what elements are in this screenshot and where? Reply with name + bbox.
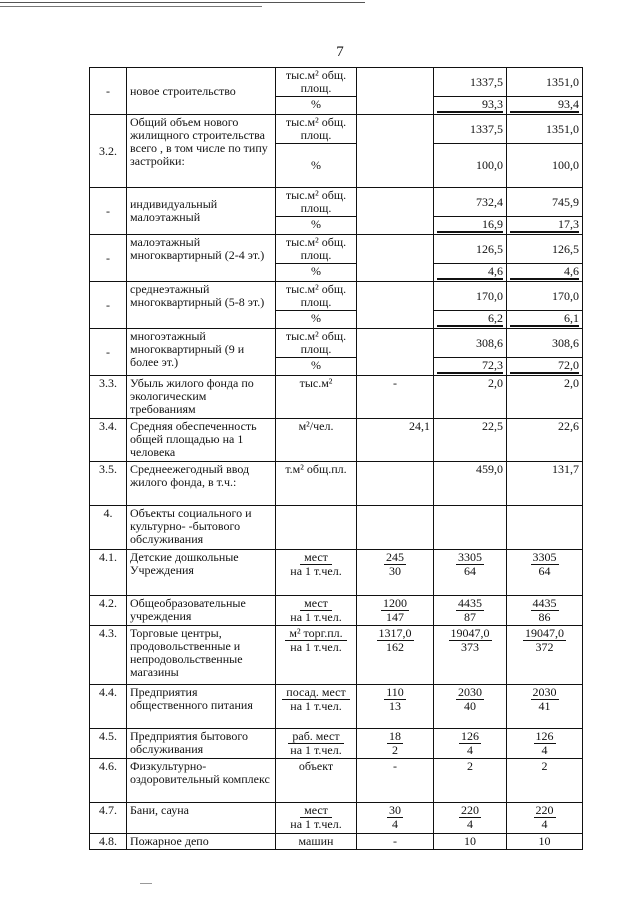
row-unit: % bbox=[276, 358, 357, 376]
row-number: 4. bbox=[90, 506, 127, 550]
table-row bbox=[90, 596, 583, 626]
table-row bbox=[90, 685, 583, 729]
row-value-stage2: 6,1 bbox=[507, 311, 583, 329]
row-indicator: Бани, сауна bbox=[127, 803, 276, 834]
table-row bbox=[90, 68, 583, 97]
table-row bbox=[90, 376, 583, 419]
row-value-stage1: 4435 87 bbox=[434, 596, 507, 626]
table-row bbox=[90, 626, 583, 685]
row-value-base: 18 2 bbox=[357, 729, 434, 759]
row-unit: мест на 1 т.чел. bbox=[276, 596, 357, 626]
row-value-stage1: 2,0 bbox=[434, 376, 507, 419]
row-value-stage1: 93,3 bbox=[434, 97, 507, 115]
row-indicator: Среднеежегодный ввод жилого фонда, в т.ч.: bbox=[127, 462, 276, 506]
row-value-base bbox=[357, 329, 434, 376]
row-value-base: - bbox=[357, 834, 434, 850]
header-rule bbox=[0, 2, 365, 3]
row-indicator: Общеобразовательные учреждения bbox=[127, 596, 276, 626]
row-value-stage1: 732,4 bbox=[434, 188, 507, 217]
table-row bbox=[90, 115, 583, 144]
row-value-base: 110 13 bbox=[357, 685, 434, 729]
row-value-stage2: 220 4 bbox=[507, 803, 583, 834]
row-indicator: Детские дошкольные Учреждения bbox=[127, 550, 276, 596]
row-value-stage2: 2,0 bbox=[507, 376, 583, 419]
row-value-stage2: 93,4 bbox=[507, 97, 583, 115]
row-unit: % bbox=[276, 97, 357, 115]
row-value-base bbox=[357, 462, 434, 506]
row-unit: раб. мест на 1 т.чел. bbox=[276, 729, 357, 759]
row-value-stage2: 1351,0 bbox=[507, 68, 583, 97]
row-value-stage1: 2 bbox=[434, 759, 507, 803]
row-number: 4.4. bbox=[90, 685, 127, 729]
row-value-stage1: 2030 40 bbox=[434, 685, 507, 729]
row-value-stage2 bbox=[507, 506, 583, 550]
indicators-table bbox=[89, 67, 583, 850]
row-value-stage1: 22,5 bbox=[434, 419, 507, 462]
row-unit: тыс.м² общ. площ. bbox=[276, 188, 357, 217]
footer-mark bbox=[140, 883, 152, 884]
row-number: 4.2. bbox=[90, 596, 127, 626]
row-value-stage1: 72,3 bbox=[434, 358, 507, 376]
row-unit: тыс.м² bbox=[276, 376, 357, 419]
row-value-stage1: 3305 64 bbox=[434, 550, 507, 596]
row-unit: мест на 1 т.чел. bbox=[276, 550, 357, 596]
row-indicator: Убыль жилого фонда по экологическим требованиям bbox=[127, 376, 276, 419]
row-value-stage2: 745,9 bbox=[507, 188, 583, 217]
row-value-stage2: 4435 86 bbox=[507, 596, 583, 626]
table-row bbox=[90, 188, 583, 217]
row-value-stage1: 4,6 bbox=[434, 264, 507, 282]
row-value-stage2: 126,5 bbox=[507, 235, 583, 264]
row-value-stage1: 170,0 bbox=[434, 282, 507, 311]
row-unit: % bbox=[276, 264, 357, 282]
row-number: 4.8. bbox=[90, 834, 127, 850]
row-indicator: новое строительство bbox=[127, 68, 276, 115]
row-value-stage1: 1337,5 bbox=[434, 68, 507, 97]
row-indicator: малоэтажный многоквартирный (2-4 эт.) bbox=[127, 235, 276, 282]
table-row bbox=[90, 462, 583, 506]
row-value-base: 245 30 bbox=[357, 550, 434, 596]
row-indicator: Торговые центры, продовольственные и непродовольственные магазины bbox=[127, 626, 276, 685]
row-unit bbox=[276, 506, 357, 550]
row-value-stage2: 17,3 bbox=[507, 217, 583, 235]
row-value-stage2: 126 4 bbox=[507, 729, 583, 759]
row-number: 3.4. bbox=[90, 419, 127, 462]
row-value-stage2: 100,0 bbox=[507, 144, 583, 188]
row-indicator: среднеэтажный многоквартирный (5-8 эт.) bbox=[127, 282, 276, 329]
row-value-stage2: 170,0 bbox=[507, 282, 583, 311]
row-value-base: 24,1 bbox=[357, 419, 434, 462]
row-value-stage2: 2 bbox=[507, 759, 583, 803]
table-row bbox=[90, 419, 583, 462]
row-number: 4.1. bbox=[90, 550, 127, 596]
row-unit: тыс.м² общ. площ. bbox=[276, 282, 357, 311]
row-unit: м²/чел. bbox=[276, 419, 357, 462]
row-unit: % bbox=[276, 217, 357, 235]
table-row bbox=[90, 759, 583, 803]
header-rule-short bbox=[0, 6, 262, 7]
row-number: 3.3. bbox=[90, 376, 127, 419]
row-value-base bbox=[357, 506, 434, 550]
row-indicator: индивидуальный малоэтажный bbox=[127, 188, 276, 235]
row-value-stage1: 6,2 bbox=[434, 311, 507, 329]
row-unit: % bbox=[276, 311, 357, 329]
row-value-stage1 bbox=[434, 506, 507, 550]
row-value-base bbox=[357, 188, 434, 235]
row-number: 3.5. bbox=[90, 462, 127, 506]
row-unit: тыс.м² общ. площ. bbox=[276, 115, 357, 144]
row-value-stage2: 308,6 bbox=[507, 329, 583, 358]
row-value-stage1: 1337,5 bbox=[434, 115, 507, 144]
row-value-stage1: 10 bbox=[434, 834, 507, 850]
row-value-stage1: 220 4 bbox=[434, 803, 507, 834]
table-row bbox=[90, 282, 583, 311]
row-indicator: Пожарное депо bbox=[127, 834, 276, 850]
row-unit: тыс.м² общ. площ. bbox=[276, 329, 357, 358]
row-indicator: Общий объем нового жилищного строительства всего , в том числе по типу застройки: bbox=[127, 115, 276, 188]
row-number: - bbox=[90, 68, 127, 115]
row-indicator: многоэтажный многоквартирный (9 и более эт.) bbox=[127, 329, 276, 376]
table-row bbox=[90, 803, 583, 834]
row-indicator: Средняя обеспеченность общей площадью на 1 человека bbox=[127, 419, 276, 462]
table-row bbox=[90, 729, 583, 759]
row-unit: посад. мест на 1 т.чел. bbox=[276, 685, 357, 729]
row-value-stage1: 126 4 bbox=[434, 729, 507, 759]
row-number: 3.2. bbox=[90, 115, 127, 188]
row-indicator: Предприятия бытового обслуживания bbox=[127, 729, 276, 759]
row-value-stage2: 1351,0 bbox=[507, 115, 583, 144]
row-indicator: Объекты социального и культурно- -бытового обслуживания bbox=[127, 506, 276, 550]
page-number: 7 bbox=[336, 44, 344, 60]
row-value-base: - bbox=[357, 376, 434, 419]
row-value-stage1: 16,9 bbox=[434, 217, 507, 235]
row-value-base bbox=[357, 235, 434, 282]
row-value-base: 30 4 bbox=[357, 803, 434, 834]
row-value-base: 1317,0 162 bbox=[357, 626, 434, 685]
row-unit: машин bbox=[276, 834, 357, 850]
row-unit: тыс.м² общ. площ. bbox=[276, 68, 357, 97]
row-value-base: 1200 147 bbox=[357, 596, 434, 626]
row-unit: мест на 1 т.чел. bbox=[276, 803, 357, 834]
table-row bbox=[90, 329, 583, 358]
row-value-stage2: 19047,0 372 bbox=[507, 626, 583, 685]
row-unit: объект bbox=[276, 759, 357, 803]
row-unit: м² торг.пл. на 1 т.чел. bbox=[276, 626, 357, 685]
row-value-stage1: 100,0 bbox=[434, 144, 507, 188]
row-value-base bbox=[357, 115, 434, 188]
row-number: - bbox=[90, 282, 127, 329]
row-unit: тыс.м² общ. площ. bbox=[276, 235, 357, 264]
table-row bbox=[90, 550, 583, 596]
row-indicator: Физкультурно-оздоровительный комплекс bbox=[127, 759, 276, 803]
row-value-stage2: 3305 64 bbox=[507, 550, 583, 596]
row-value-stage1: 126,5 bbox=[434, 235, 507, 264]
table-row bbox=[90, 834, 583, 850]
row-value-base bbox=[357, 282, 434, 329]
row-value-stage2: 10 bbox=[507, 834, 583, 850]
row-number: - bbox=[90, 329, 127, 376]
row-unit: т.м² общ.пл. bbox=[276, 462, 357, 506]
row-value-base bbox=[357, 68, 434, 115]
row-number: - bbox=[90, 188, 127, 235]
row-value-stage1: 308,6 bbox=[434, 329, 507, 358]
row-value-stage2: 22,6 bbox=[507, 419, 583, 462]
row-value-stage1: 459,0 bbox=[434, 462, 507, 506]
row-number: 4.6. bbox=[90, 759, 127, 803]
row-number: 4.3. bbox=[90, 626, 127, 685]
row-number: 4.5. bbox=[90, 729, 127, 759]
row-value-base: - bbox=[357, 759, 434, 803]
table-row bbox=[90, 235, 583, 264]
row-indicator: Предприятия общественного питания bbox=[127, 685, 276, 729]
row-value-stage2: 131,7 bbox=[507, 462, 583, 506]
row-value-stage2: 2030 41 bbox=[507, 685, 583, 729]
row-value-stage1: 19047,0 373 bbox=[434, 626, 507, 685]
table-row bbox=[90, 506, 583, 550]
row-value-stage2: 4,6 bbox=[507, 264, 583, 282]
row-number: - bbox=[90, 235, 127, 282]
row-value-stage2: 72,0 bbox=[507, 358, 583, 376]
row-unit: % bbox=[276, 144, 357, 188]
row-number: 4.7. bbox=[90, 803, 127, 834]
